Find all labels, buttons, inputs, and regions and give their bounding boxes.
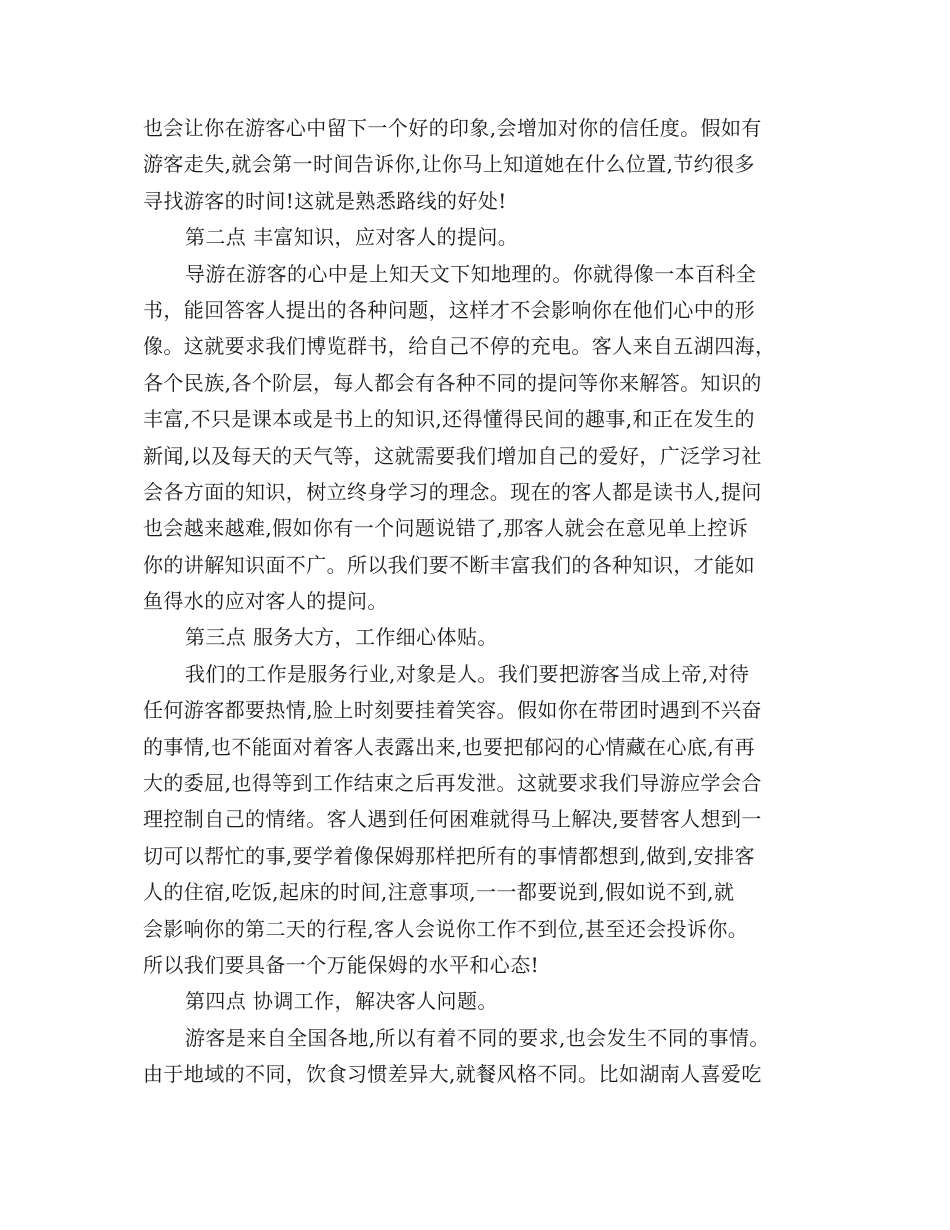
paragraph-first-line: 第三点 服务大方，工作细心体贴。 [185,625,498,650]
text-line: 任何游客都要热情,脸上时刻要挂着笑容。假如你在带团时遇到不兴奋 [143,698,762,723]
text-line: 新闻,以及每天的天气等，这就需要我们增加自己的爱好，广泛学习社 [143,443,762,468]
text-line: 游客走失,就会第一时间告诉你,让你马上知道她在什么位置,节约很多 [143,152,755,177]
text-line: 也会让你在游客心中留下一个好的印象,会增加对你的信任度。假如有 [143,116,762,140]
text-line: 也会越来越难,假如你有一个问题说错了,那客人就会在意见单上控诉 [143,516,749,541]
paragraph-first-line: 我们的工作是服务行业,对象是人。我们要把游客当成上帝,对待 [185,661,750,686]
text-line: 会各方面的知识，树立终身学习的理念。现在的客人都是读书人,提问 [143,479,762,504]
text-line: 像。这就要求我们博览群书，给自己不停的充电。客人来自五湖四海， [143,334,776,359]
text-line: 各个民族,各个阶层，每人都会有各种不同的提问等你来解答。知识的 [143,370,762,395]
text-line: 人的住宿,吃饭,起床的时间,注意事项,一一都要说到,假如说不到,就 [143,880,735,905]
text-line: 大的委屈,也得等到工作结束之后再发泄。这就要求我们导游应学会合 [143,771,762,796]
text-line: 所以我们要具备一个万能保姆的水平和心态! [143,952,540,977]
text-line: 会影响你的第二天的行程,客人会说你工作不到位,甚至还会投诉你。 [143,916,749,941]
text-line: 鱼得水的应对客人的提问。 [143,589,388,614]
text-line: 理控制自己的情绪。客人遇到任何困难就得马上解决,要替客人想到一 [143,807,762,832]
text-line: 你的讲解知识面不广。所以我们要不断丰富我们的各种知识，才能如 [143,552,755,577]
paragraph-first-line: 第四点 协调工作，解决客人问题。 [185,989,498,1014]
paragraph-first-line: 第二点 丰富知识，应对客人的提问。 [185,225,519,250]
text-line: 由于地域的不同，饮食习惯差异大,就餐风格不同。比如湖南人喜爱吃 [143,1062,762,1087]
paragraph-first-line: 游客是来自全国各地,所以有着不同的要求,也会发生不同的事情。 [185,1025,770,1050]
document-body [143,110,805,1093]
text-line: 丰富,不只是课本或是书上的知识,还得懂得民间的趣事,和正在发生的 [143,407,755,432]
paragraph-first-line: 导游在游客的心中是上知天文下知地理的。你就得像一本百科全 [185,261,757,286]
text-line: 寻找游客的时间!这就是熟悉路线的好处! [143,188,507,213]
text-line: 的事情,也不能面对着客人表露出来,也要把郁闷的心情藏在心底,有再 [143,734,755,759]
text-line: 书，能回答客人提出的各种问题，这样才不会影响你在他们心中的形 [143,297,755,322]
text-line: 切可以帮忙的事,要学着像保姆那样把所有的事情都想到,做到,安排客 [143,843,755,868]
